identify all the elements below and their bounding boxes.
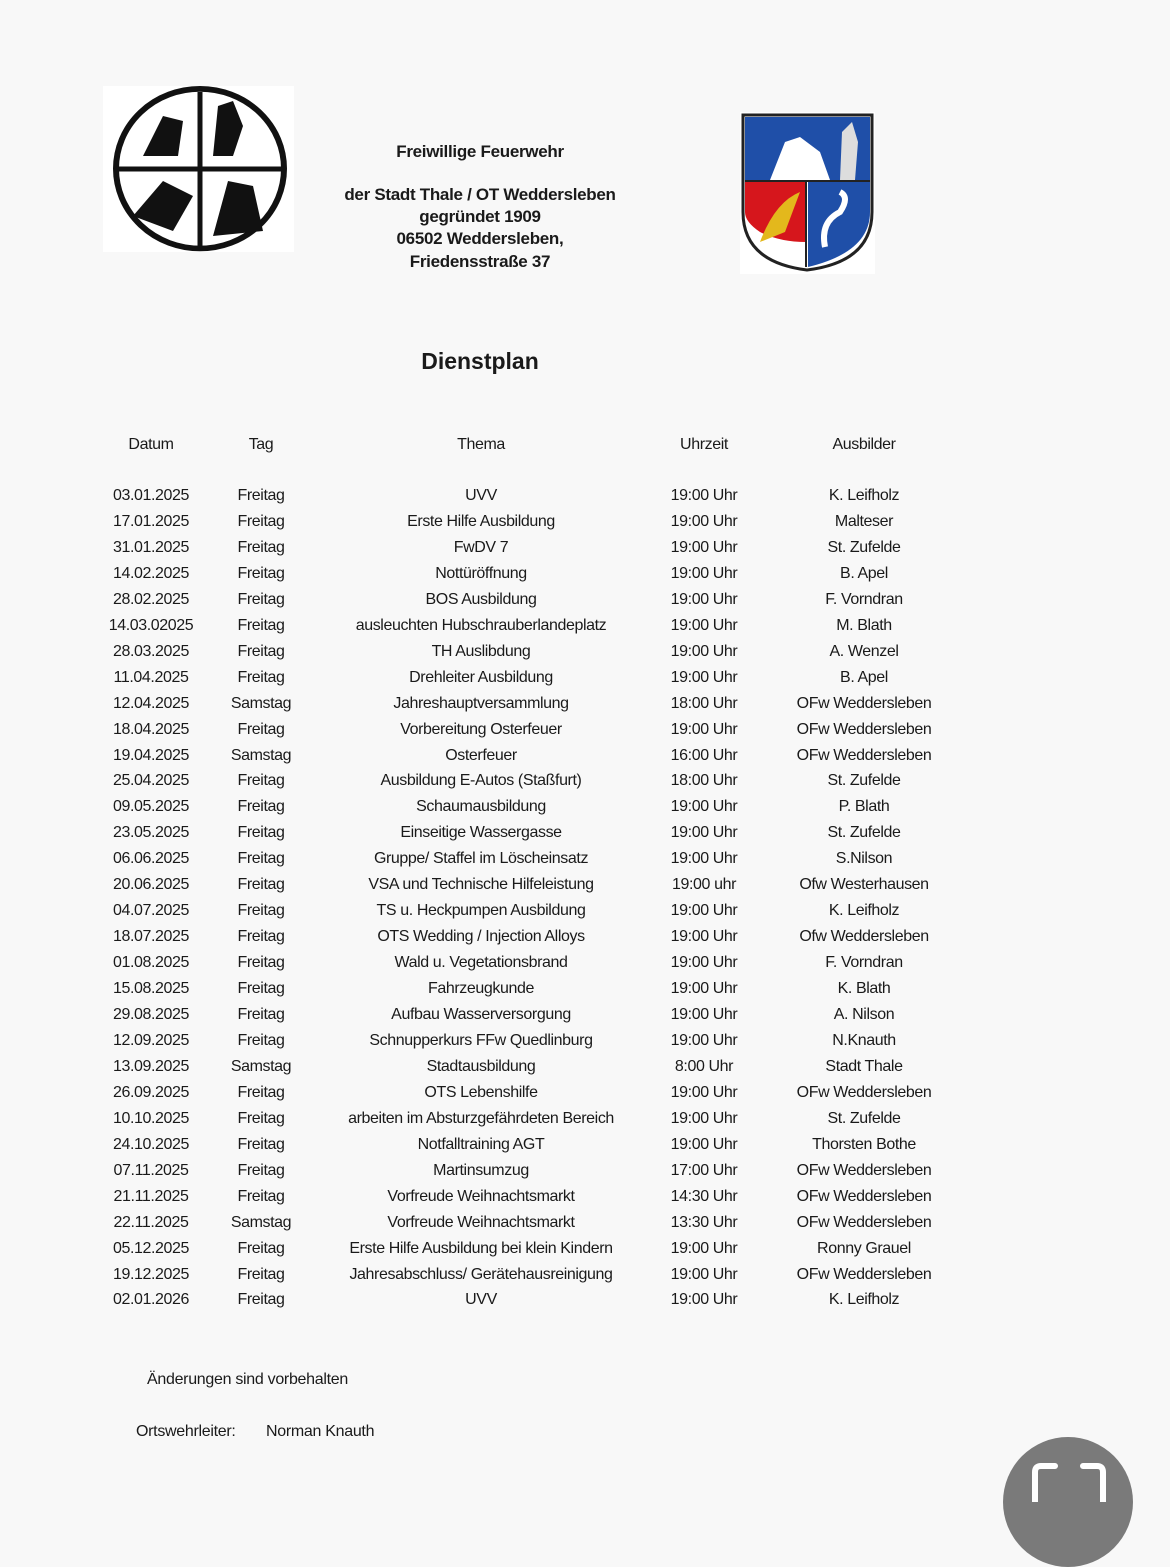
cell-ausbilder: P. Blath [838,798,890,816]
cell-uhrzeit: 19:00 Uhr [670,1291,738,1309]
cell-ausbilder: K. Leifholz [828,1291,900,1309]
cell-datum: 31.01.2025 [112,538,190,556]
cell-tag: Freitag [237,772,285,790]
cell-ausbilder: Thorsten Bothe [812,1135,916,1153]
org-name: Freiwillige Feuerwehr [396,142,564,161]
cell-ausbilder: F. Vorndran [825,590,903,608]
changes-note: Änderungen sind vorbehalten [147,1371,348,1388]
cell-datum: 07.11.2025 [113,1161,189,1179]
table-row [0,669,1170,695]
cell-uhrzeit: 19:00 Uhr [670,1265,738,1283]
cell-uhrzeit: 19:00 Uhr [670,1109,738,1127]
cell-thema: UVV [465,487,497,504]
cell-thema: Vorbereitung Osterfeuer [400,720,562,738]
table-row [0,1006,1170,1032]
cell-datum: 05.12.2025 [112,1239,190,1257]
column-header-datum: Datum [128,436,174,453]
founded: gegründet 1909 [419,207,541,226]
cell-tag: Freitag [237,1083,285,1101]
cell-thema: Gruppe/ Staffel im Löscheinsatz [373,850,589,868]
cell-tag: Freitag [237,1187,285,1205]
cell-tag: Freitag [237,980,285,998]
cell-uhrzeit: 19:00 Uhr [670,720,738,738]
cell-uhrzeit: 14:30 Uhr [670,1187,738,1205]
table-row [0,876,1170,902]
cell-thema: Ausbildung E-Autos (Staßfurt) [380,772,582,790]
cell-thema: BOS Ausbildung [425,590,537,608]
cell-datum: 03.01.2025 [112,487,190,504]
cell-thema: Osterfeuer [445,746,517,764]
cell-thema: ausleuchten Hubschrauberlandeplatz [355,616,607,634]
table-row [0,747,1170,773]
leader-label: Ortswehrleiter: [136,1423,236,1440]
cell-ausbilder: OFw Weddersleben [796,694,932,712]
cell-tag: Samstag [230,1057,292,1075]
cell-thema: FwDV 7 [453,538,509,556]
cell-datum: 19.04.2025 [112,746,190,764]
cell-uhrzeit: 19:00 Uhr [670,487,738,504]
cell-tag: Freitag [237,538,285,556]
cell-ausbilder: OFw Weddersleben [796,1213,932,1231]
table-row [0,1162,1170,1188]
cell-uhrzeit: 19:00 Uhr [670,538,738,556]
cell-tag: Freitag [237,642,285,660]
cell-thema: Jahresabschluss/ Gerätehausreinigung [349,1265,613,1283]
crop-scan-icon [1031,1462,1107,1502]
cell-tag: Samstag [230,1213,292,1231]
table-row [0,980,1170,1006]
cell-uhrzeit: 19:00 Uhr [670,564,738,582]
cell-tag: Freitag [237,824,285,842]
cell-datum: 20.06.2025 [112,876,190,894]
cell-uhrzeit: 19:00 Uhr [670,1083,738,1101]
cell-ausbilder: OFw Weddersleben [796,720,932,738]
cell-datum: 12.09.2025 [112,1031,190,1049]
cell-datum: 17.01.2025 [112,512,190,530]
cell-uhrzeit: 19:00 Uhr [670,642,738,660]
cell-uhrzeit: 18:00 Uhr [670,772,738,790]
table-row [0,1188,1170,1214]
cell-datum: 29.08.2025 [112,1006,190,1023]
cell-thema: TS u. Heckpumpen Ausbildung [376,902,586,920]
cell-datum: 10.10.2025 [112,1109,190,1127]
cell-ausbilder: OFw Weddersleben [796,1265,932,1283]
table-row [0,1240,1170,1266]
cell-datum: 18.04.2025 [112,720,190,738]
cell-datum: 23.05.2025 [112,824,190,842]
cell-tag: Freitag [237,902,285,920]
table-header [0,436,1170,462]
cell-ausbilder: B. Apel [840,668,888,686]
cell-ausbilder: K. Leifholz [828,487,900,504]
org-line2: der Stadt Thale / OT Weddersleben [344,185,616,204]
cell-tag: Freitag [237,1291,285,1309]
column-header-thema: Thema [457,436,505,453]
cell-thema: Aufbau Wasserversorgung [391,1006,571,1023]
cell-datum: 12.04.2025 [112,694,190,712]
table-row [0,617,1170,643]
cell-uhrzeit: 19:00 Uhr [670,1239,738,1257]
table-row [0,824,1170,850]
cell-thema: OTS Lebenshilfe [424,1083,538,1101]
cell-uhrzeit: 19:00 Uhr [670,1006,738,1023]
table-row [0,591,1170,617]
cell-ausbilder: M. Blath [836,616,892,634]
fire-brigade-emblem [103,86,294,252]
cell-datum: 01.08.2025 [112,954,190,972]
cell-uhrzeit: 8:00 Uhr [674,1057,734,1075]
cell-datum: 14.02.2025 [112,564,190,582]
cell-thema: Martinsumzug [433,1161,529,1179]
cell-ausbilder: Ofw Westerhausen [799,876,929,894]
table-row [0,1214,1170,1240]
cell-datum: 25.04.2025 [112,772,190,790]
table-row [0,695,1170,721]
cell-datum: 02.01.2026 [112,1291,190,1309]
cell-thema: Notfalltraining AGT [417,1135,545,1153]
cell-ausbilder: OFw Weddersleben [796,1161,932,1179]
cell-ausbilder: St. Zufelde [827,1109,901,1127]
cell-thema: TH Auslibdung [431,642,531,660]
cell-datum: 22.11.2025 [113,1213,189,1231]
cell-ausbilder: OFw Weddersleben [796,1083,932,1101]
table-row [0,565,1170,591]
address-city: 06502 Weddersleben, [396,229,564,248]
cell-ausbilder: St. Zufelde [827,538,901,556]
cell-uhrzeit: 19:00 Uhr [670,616,738,634]
cell-datum: 28.03.2025 [112,642,190,660]
cell-ausbilder: N.Knauth [832,1031,896,1049]
cell-tag: Freitag [237,876,285,894]
cell-thema: OTS Wedding / Injection Alloys [377,928,585,946]
table-row [0,1266,1170,1292]
cell-uhrzeit: 19:00 Uhr [670,902,738,920]
cell-tag: Freitag [237,1109,285,1127]
leader-name: Norman Knauth [266,1423,375,1440]
cell-tag: Freitag [237,1239,285,1257]
table-row [0,1110,1170,1136]
cell-tag: Freitag [237,1161,285,1179]
cell-datum: 11.04.2025 [113,668,189,686]
cell-thema: Wald u. Vegetationsbrand [394,954,568,972]
cell-tag: Freitag [237,668,285,686]
cell-thema: Jahreshauptversammlung [393,694,569,712]
cell-datum: 15.08.2025 [112,980,190,998]
cell-uhrzeit: 19:00 Uhr [670,824,738,842]
table-row [0,902,1170,928]
cell-tag: Freitag [237,928,285,946]
cell-thema: Einseitige Wassergasse [400,824,562,842]
cell-tag: Freitag [237,850,285,868]
table-row [0,1058,1170,1084]
cell-tag: Freitag [237,590,285,608]
cell-ausbilder: Ronny Grauel [817,1239,911,1257]
cell-ausbilder: Stadt Thale [825,1057,903,1075]
cell-ausbilder: K. Leifholz [828,902,900,920]
column-header-ausbilder: Ausbilder [832,436,896,453]
cell-thema: Erste Hilfe Ausbildung bei klein Kindern [349,1239,613,1257]
cell-uhrzeit: 19:00 Uhr [670,850,738,868]
cell-tag: Freitag [237,487,285,504]
cell-ausbilder: S.Nilson [835,850,893,868]
table-row [0,1136,1170,1162]
cell-tag: Freitag [237,954,285,972]
cell-tag: Freitag [237,720,285,738]
cell-thema: Fahrzeugkunde [428,980,534,998]
cell-thema: UVV [465,1291,497,1309]
cell-uhrzeit: 19:00 Uhr [670,668,738,686]
cell-uhrzeit: 13:30 Uhr [670,1213,738,1231]
cell-datum: 09.05.2025 [112,798,190,816]
cell-tag: Freitag [237,1031,285,1049]
table-row [0,1084,1170,1110]
table-row [0,643,1170,669]
column-header-uhrzeit: Uhrzeit [680,436,728,453]
cell-thema: Stadtausbildung [426,1057,536,1075]
cell-thema: Drehleiter Ausbildung [409,668,553,686]
cell-uhrzeit: 19:00 Uhr [670,590,738,608]
table-row [0,928,1170,954]
cell-ausbilder: St. Zufelde [827,772,901,790]
cell-datum: 13.09.2025 [112,1057,190,1075]
cell-uhrzeit: 17:00 Uhr [670,1161,738,1179]
cell-thema: Schnupperkurs FFw Quedlinburg [369,1031,593,1049]
cell-tag: Freitag [237,616,285,634]
cell-datum: 14.03.02025 [108,616,194,634]
weddersleben-coat-of-arms [740,112,875,274]
cell-thema: Schaumausbildung [416,798,546,816]
cell-tag: Samstag [230,746,292,764]
cell-datum: 04.07.2025 [112,902,190,920]
cell-ausbilder: A. Nilson [833,1006,895,1023]
cell-uhrzeit: 19:00 Uhr [670,512,738,530]
page-title: Dienstplan [421,348,539,374]
table-row [0,1291,1170,1317]
cell-tag: Samstag [230,694,292,712]
cell-datum: 28.02.2025 [112,590,190,608]
table-row [0,513,1170,539]
column-header-tag: Tag [248,436,274,453]
cell-datum: 19.12.2025 [112,1265,190,1283]
cell-uhrzeit: 19:00 Uhr [670,1031,738,1049]
cell-ausbilder: K. Blath [837,980,891,998]
cell-thema: arbeiten im Absturzgefährdeten Bereich [348,1109,614,1127]
cell-ausbilder: B. Apel [840,564,888,582]
cell-uhrzeit: 19:00 Uhr [670,928,738,946]
cell-uhrzeit: 19:00 Uhr [670,798,738,816]
cell-datum: 18.07.2025 [112,928,190,946]
address-street: Friedensstraße 37 [409,252,551,271]
cell-thema: Nottüröffnung [435,564,527,582]
cell-datum: 06.06.2025 [112,850,190,868]
cell-tag: Freitag [237,564,285,582]
cell-ausbilder: OFw Weddersleben [796,746,932,764]
cell-uhrzeit: 18:00 Uhr [670,694,738,712]
cell-ausbilder: A. Wenzel [829,642,899,660]
cell-ausbilder: OFw Weddersleben [796,1187,932,1205]
cell-ausbilder: F. Vorndran [825,954,903,972]
cell-uhrzeit: 19:00 Uhr [670,980,738,998]
cell-tag: Freitag [237,512,285,530]
table-row [0,539,1170,565]
cell-datum: 24.10.2025 [112,1135,190,1153]
scan-button[interactable] [1003,1437,1133,1567]
cell-thema: Erste Hilfe Ausbildung [407,512,555,530]
cell-tag: Freitag [237,1265,285,1283]
cell-thema: Vorfreude Weihnachtsmarkt [387,1187,575,1205]
cell-tag: Freitag [237,1135,285,1153]
cell-thema: VSA und Technische Hilfeleistung [368,876,594,894]
cell-uhrzeit: 19:00 Uhr [670,1135,738,1153]
cell-ausbilder: Malteser [834,512,894,530]
cell-uhrzeit: 16:00 Uhr [670,746,738,764]
cell-ausbilder: Ofw Weddersleben [799,928,929,946]
cell-tag: Freitag [237,798,285,816]
table-row [0,1032,1170,1058]
cell-tag: Freitag [237,1006,285,1023]
table-row [0,487,1170,513]
cell-datum: 21.11.2025 [113,1187,189,1205]
cell-datum: 26.09.2025 [112,1083,190,1101]
cell-uhrzeit: 19:00 uhr [671,876,737,894]
table-row [0,850,1170,876]
table-row [0,772,1170,798]
cell-thema: Vorfreude Weihnachtsmarkt [387,1213,575,1231]
table-row [0,954,1170,980]
cell-uhrzeit: 19:00 Uhr [670,954,738,972]
table-row [0,798,1170,824]
cell-ausbilder: St. Zufelde [827,824,901,842]
table-row [0,721,1170,747]
